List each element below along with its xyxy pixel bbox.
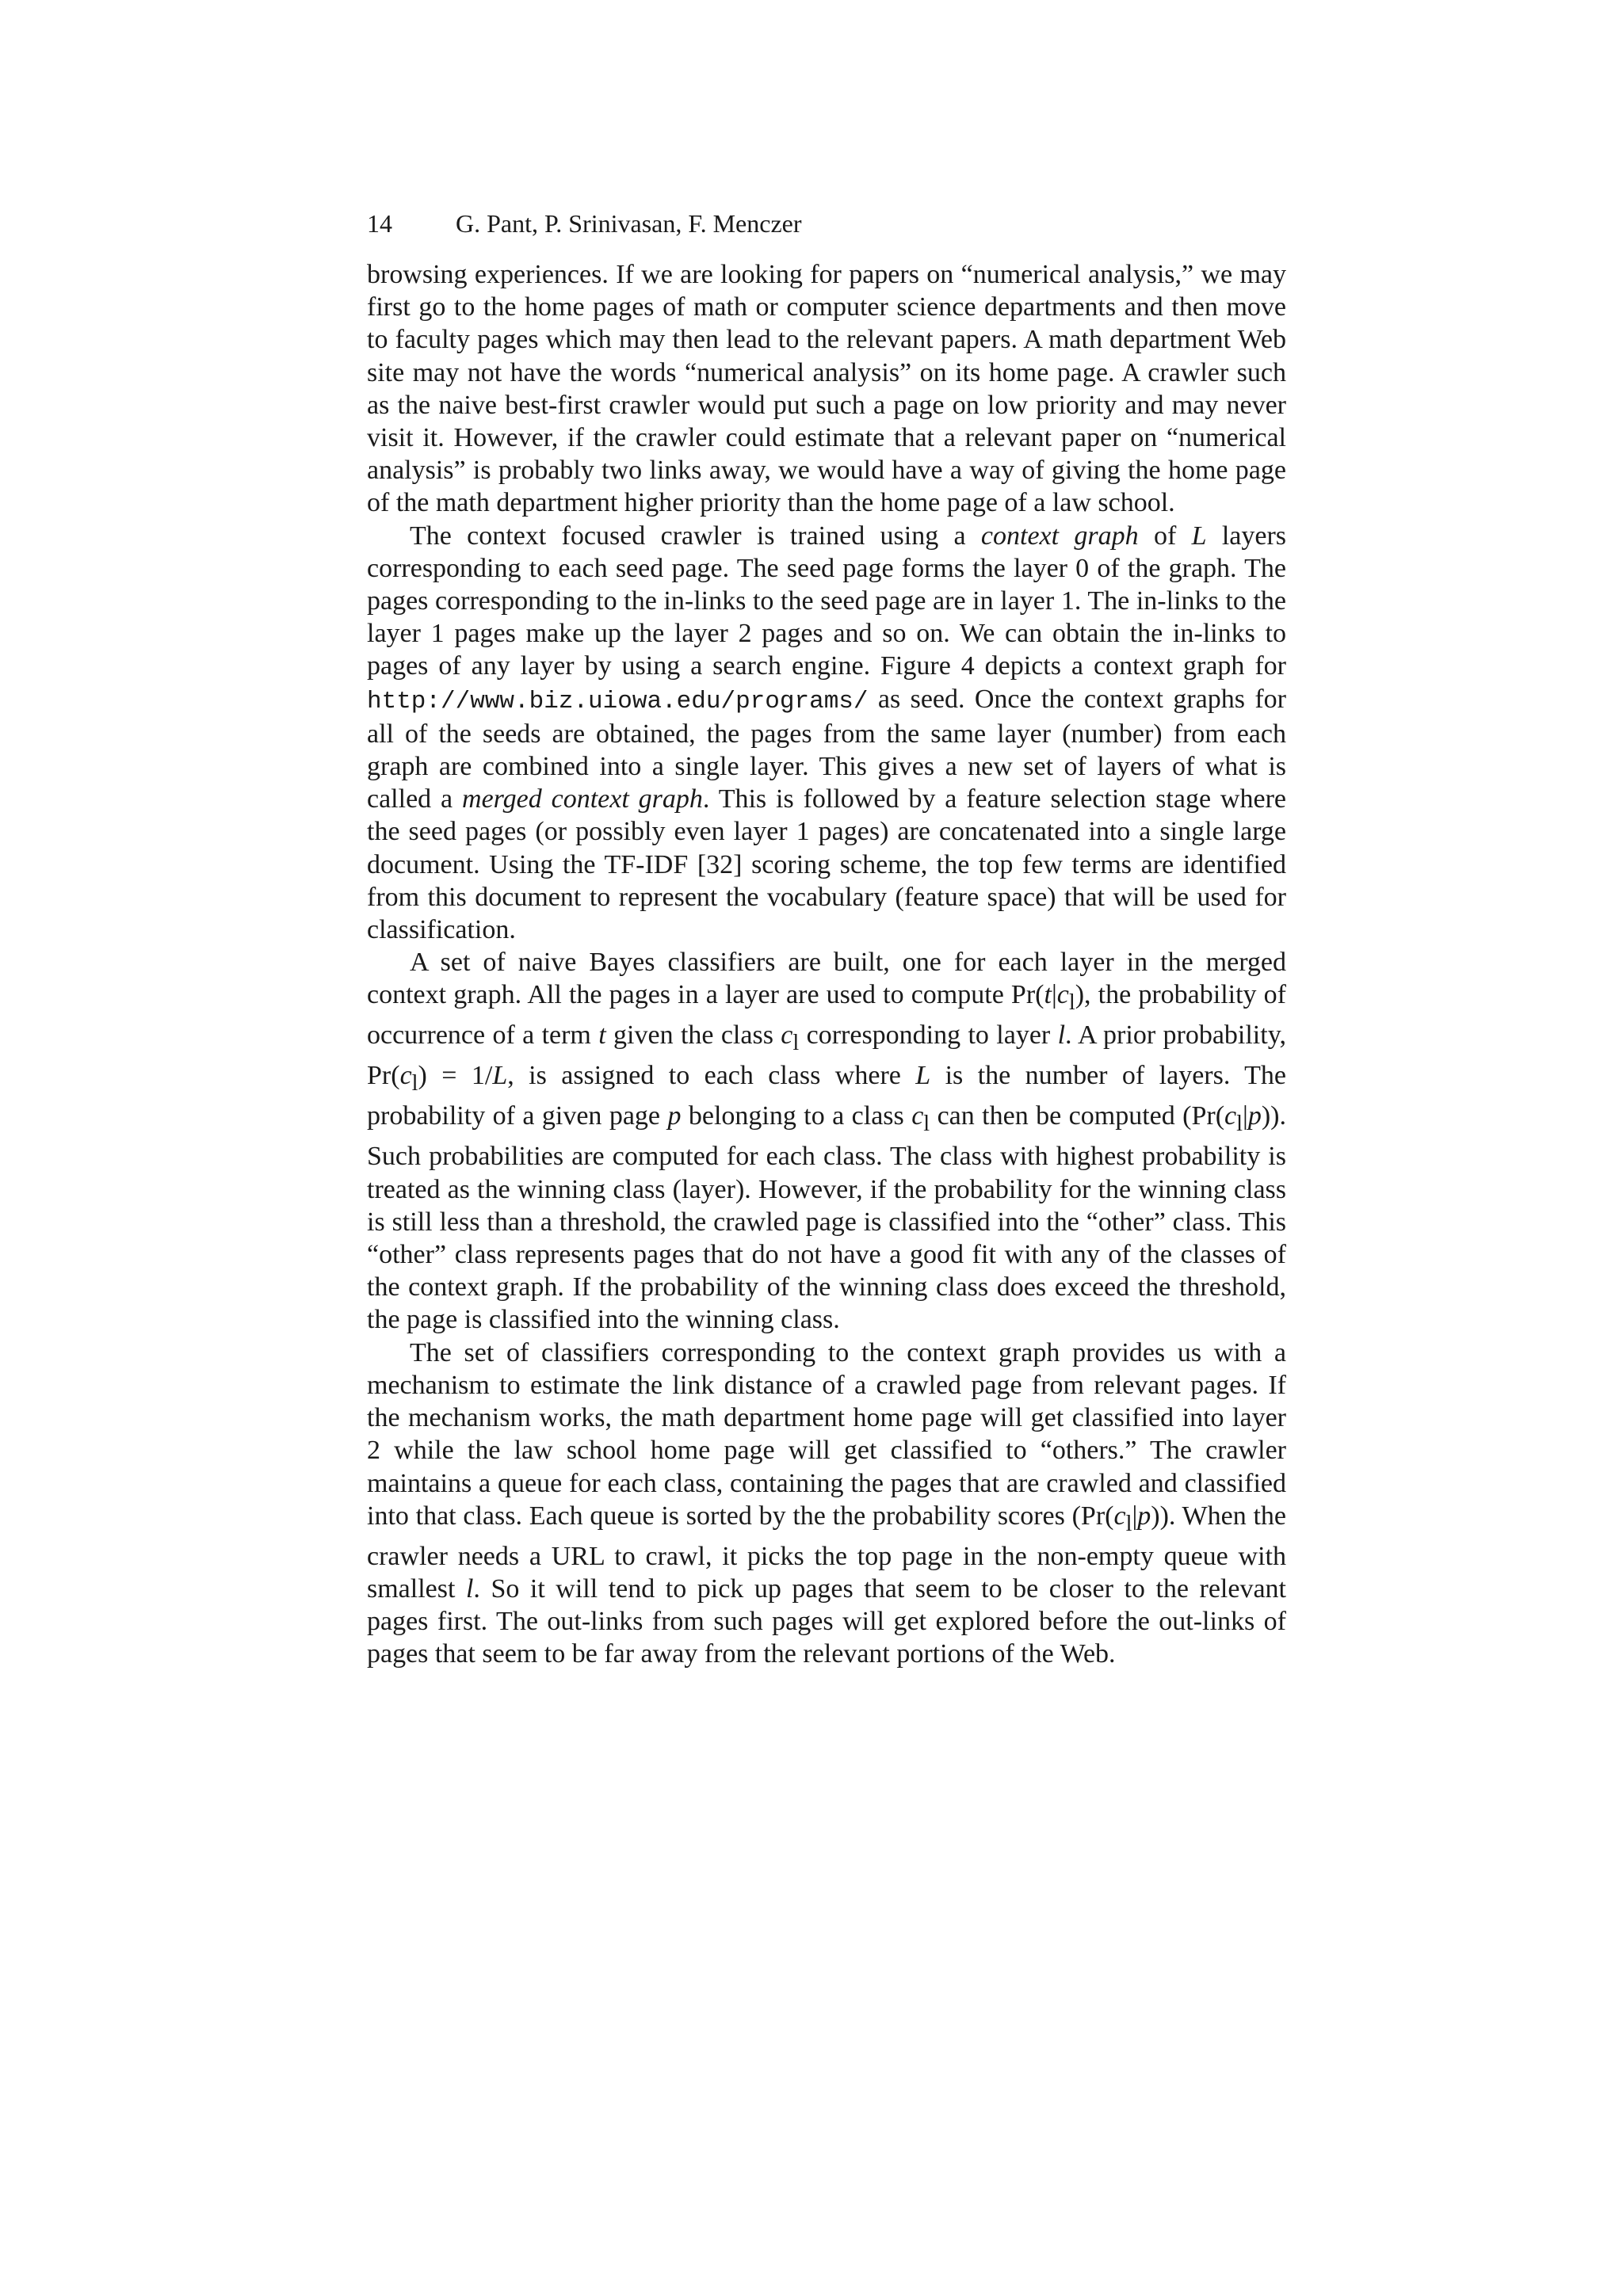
math-italic-text: c: [1113, 1501, 1126, 1531]
paragraph-text: |: [1243, 1101, 1248, 1131]
body-text: [367, 258, 1286, 1671]
paragraph-text: The context focused crawler is trained using a: [410, 521, 981, 551]
paragraph-text: browsing experiences. If we are looking for papers on “numerical analysis,” we may first go to the home pages of math or computer science departments and then move to faculty pages which may then lead to the relevant papers. A math department Web site may not have the words “numerical analysis” on its home page. A crawler such as the naive best-first crawler would put such a page on low priority and may never visit it. However, if the crawler could estimate that a relevant paper on “numerical analysis” is probably two links away, we would have a way of giving the home page of the math department higher priority than the home page of a law school.: [367, 260, 1286, 518]
math-italic-text: c: [1224, 1101, 1237, 1131]
math-italic-text: p: [667, 1101, 682, 1131]
seed-url: http://www.biz.uiowa.edu/programs/: [367, 687, 869, 715]
math-italic-text: c: [1056, 980, 1069, 1010]
paragraph-text: given the class: [605, 1020, 781, 1051]
math-italic-text: context graph: [980, 521, 1139, 551]
math-italic-text: l: [1057, 1020, 1066, 1051]
math-italic-text: c: [911, 1101, 924, 1131]
page-number: 14: [367, 209, 392, 238]
math-italic-text: c: [399, 1061, 412, 1091]
math-italic-text: p: [1137, 1501, 1151, 1531]
paragraph-text: |: [1051, 980, 1057, 1010]
math-italic-text: L: [492, 1061, 508, 1091]
paragraph-text: A set of naive Bayes classifiers are built, one for each layer in the merged context graph. All the pages in a layer are used to compute Pr(: [367, 948, 1286, 1010]
math-subscript: l: [792, 1031, 800, 1056]
paragraph-text: layers corresponding to each seed page. The seed page forms the layer 0 of the graph. The pages corresponding to the in-links to the seed page are in layer 1. The in-links to the layer 1 pages make up the layer 2 pages and so on. We can obtain the in-links to pages of any layer by using a search engine. Figure 4 depicts a context graph for: [367, 521, 1287, 681]
paragraph-text: , is assigned to each class where: [507, 1061, 916, 1091]
paragraph-4: [367, 1337, 1286, 1671]
math-subscript: l: [1236, 1112, 1243, 1137]
paragraph-3: [367, 946, 1286, 1336]
math-italic-text: p: [1247, 1101, 1262, 1131]
paragraph-2: [367, 520, 1286, 947]
math-subscript: l: [1068, 990, 1075, 1016]
math-italic-text: t: [598, 1020, 606, 1051]
math-italic-text: L: [1191, 521, 1207, 551]
running-head: [367, 208, 802, 239]
paragraph-text: of: [1138, 521, 1192, 551]
paragraph-text: belonging to a class: [681, 1101, 912, 1131]
paragraph-text: . So it will tend to pick up pages that seem to be closer to the relevant pages first. The out-links from such pages will get explored before the out-links of pages that seem to be far away from the relevant portions of the Web.: [367, 1573, 1286, 1669]
math-italic-text: L: [915, 1061, 931, 1091]
paragraph-text: )). Such probabilities are computed for each class. The class with highest probability is treated as the winning class (layer). However, if the probability for the winning class is still less than a threshold, the crawled page is classified into the “other” class. This “other” class represents pages that do not have a good fit with any of the classes of the context graph. If the probability of the winning class does exceed the threshold, the page is classified into the winning class.: [367, 1101, 1286, 1335]
math-italic-text: merged context graph: [462, 784, 703, 814]
paragraph-text: as seed. Once the context graphs for all of the seeds are obtained, the pages from the same layer (number) from each graph are combined into a single layer. This gives a new set of layers of what is called a: [367, 684, 1286, 814]
paragraph-text: The set of classifiers corresponding to the context graph provides us with a mechanism to estimate the link distance of a crawled page from relevant pages. If the mechanism works, the math department home page will get classified into layer 2 while the law school home page will get classified to “others.” The crawler maintains a queue for each class, containing the pages that are crawled and classified into that class. Each queue is sorted by the the probability scores (Pr(: [367, 1337, 1286, 1531]
paragraph-text: )). When the crawler needs a URL to crawl, it picks the top page in the non-empty queue with smallest: [367, 1501, 1287, 1604]
paragraph-text: can then be computed (Pr(: [930, 1101, 1225, 1131]
paragraph-text: . A prior probability, Pr(: [367, 1020, 1286, 1091]
paragraph-text: |: [1132, 1501, 1138, 1531]
math-italic-text: l: [465, 1573, 474, 1604]
running-head-authors: G. Pant, P. Srinivasan, F. Menczer: [456, 209, 802, 238]
paragraph-text: is the number of layers. The probability of a given page: [367, 1061, 1286, 1131]
paragraph-1: [367, 258, 1286, 520]
paragraph-text: ) = 1/: [418, 1061, 493, 1091]
math-italic-text: c: [781, 1020, 793, 1051]
math-italic-text: t: [1044, 980, 1052, 1010]
math-subscript: l: [411, 1071, 418, 1097]
paragraph-text: corresponding to layer: [799, 1020, 1058, 1051]
paragraph-text: ), the probability of occurrence of a term: [367, 980, 1286, 1051]
math-subscript: l: [1125, 1511, 1132, 1536]
paragraph-text: . This is followed by a feature selection stage where the seed pages (or possibly even layer 1 pages) are concatenated into a single large document. Using the TF-IDF [32] scoring scheme, the top few terms are identified from this document to represent the vocabulary (feature space) that will be used for classification.: [367, 784, 1286, 945]
math-subscript: l: [923, 1112, 930, 1137]
